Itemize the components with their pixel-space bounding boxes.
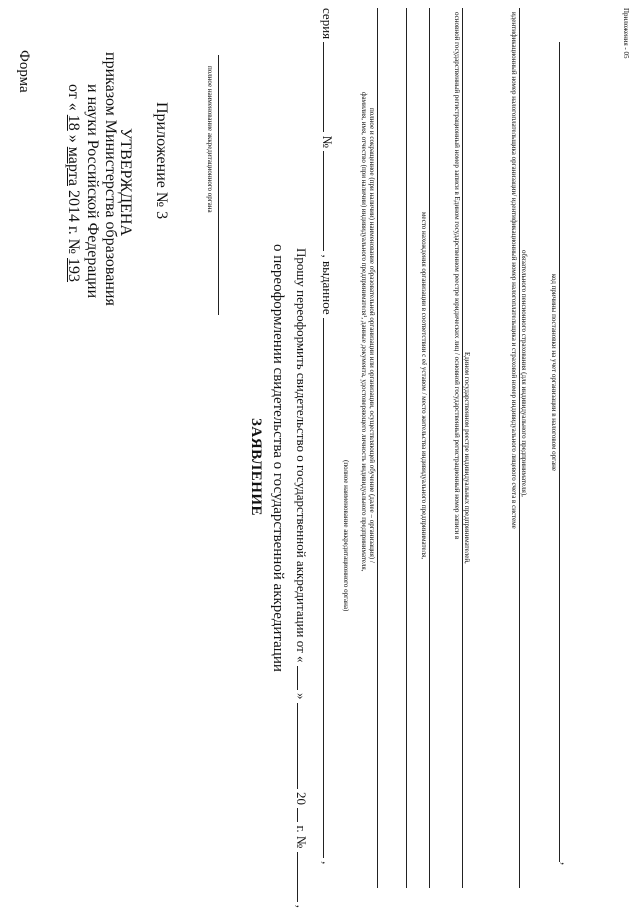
issuer-caption: (полное наименование аккредитационного органа) bbox=[342, 460, 350, 612]
issued-label: , выданное bbox=[320, 254, 335, 315]
kpp-caption: код причины постановки на учет организации в налоговом органе bbox=[550, 274, 558, 472]
request-comma: , bbox=[294, 904, 309, 908]
series-number-sign: № bbox=[320, 135, 335, 149]
inn-caption-1: идентификационный номер налогоплательщика организации/ идентификационный номер налогоплательщика и страховой номер индивидуального лицевого счета в системе bbox=[510, 12, 518, 529]
series-line bbox=[319, 8, 335, 864]
order-number: 193 bbox=[65, 258, 82, 283]
form-label: Форма bbox=[16, 50, 32, 93]
footer-label: Приложения - 05 bbox=[622, 8, 630, 59]
org-name-caption-1: полное и сокращенное (при наличии) наименование образовательной организации или организации, осуществляющей обучение (далее – организация) / bbox=[368, 108, 376, 563]
order-line-2: и науки Российской Федерации bbox=[84, 84, 101, 299]
order-year: 2014 г. bbox=[65, 189, 82, 235]
date-mid: » bbox=[65, 134, 82, 143]
document-title: ЗАЯВЛЕНИЕ bbox=[248, 418, 264, 517]
approved-label: УТВЕРЖДЕНА bbox=[117, 128, 134, 237]
address-underline-2 bbox=[429, 8, 430, 888]
kpp-comma: , bbox=[559, 862, 574, 866]
appendix-label: Приложение № 3 bbox=[153, 102, 170, 220]
org-name-underline bbox=[377, 8, 378, 888]
request-close-quote: » bbox=[294, 693, 309, 700]
kpp-underline bbox=[559, 42, 560, 862]
request-line bbox=[293, 248, 309, 908]
series-label: серия bbox=[320, 8, 335, 40]
document-subtitle: о переоформлении свидетельства о государственной аккредитации bbox=[270, 244, 286, 672]
request-text: Прошу переоформить свидетельство о государственной аккредитации от « bbox=[294, 248, 309, 663]
recipient-underline bbox=[218, 55, 219, 315]
order-date-line bbox=[64, 84, 82, 282]
ogrn-caption-1: основной государственный регистрационный номер записи в Едином государственном реестре юридических лиц / основной государственный регистрационный номер записи в bbox=[453, 12, 461, 540]
series-comma: , bbox=[320, 861, 335, 865]
ogrn-caption-2: Едином государственном реестре индивидуальных предпринимателей, bbox=[463, 352, 471, 564]
org-name-caption-2: фамилия, имя, отчество (при наличии) индивидуального предпринимателя¹, данные документа, удостоверяющего личность индивидуального предпринимателя, bbox=[360, 92, 368, 572]
order-month: марта bbox=[65, 146, 82, 186]
order-line-1: приказом Министерства образования bbox=[102, 52, 119, 306]
address-caption: место нахождения организации в соответствии с её уставом / место жительства индивидуального предпринимателя, bbox=[420, 212, 428, 560]
order-day: 18 bbox=[65, 114, 82, 131]
recipient-caption: полное наименование аккредитационного органа bbox=[206, 66, 214, 213]
request-year-suffix: г. № bbox=[294, 825, 309, 849]
number-prefix: № bbox=[65, 238, 82, 255]
address-underline-1 bbox=[406, 8, 407, 888]
inn-caption-2: обязательного пенсионного страхования (для индивидуального предпринимателя), bbox=[520, 250, 528, 497]
date-prefix: от « bbox=[65, 84, 82, 111]
request-year: 20 bbox=[294, 792, 309, 805]
